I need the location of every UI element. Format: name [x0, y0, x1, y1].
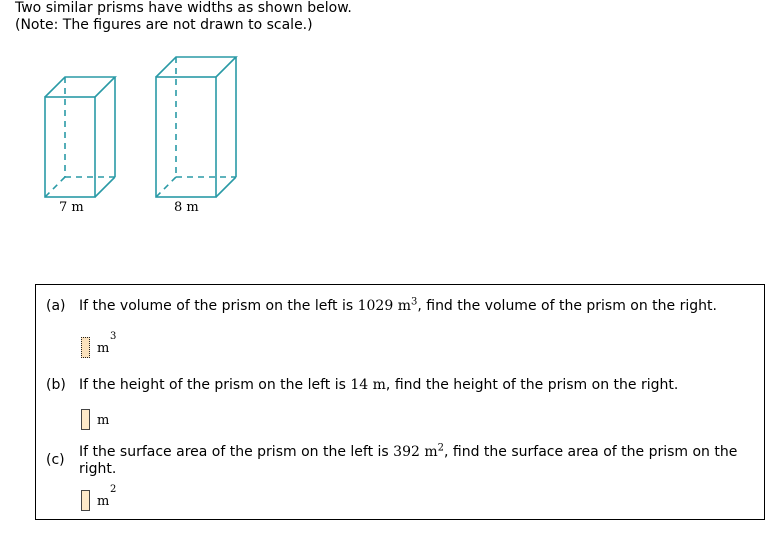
part-b-text-after: , find the height of the prism on the right. — [385, 377, 679, 393]
part-c-value: 392 m — [393, 444, 438, 460]
part-a-text-after: , find the volume of the prism on the right. — [417, 298, 717, 314]
intro-line-2: (Note: The figures are not drawn to scale.) — [15, 17, 313, 33]
part-c-label: (c) — [46, 452, 65, 468]
left-prism — [45, 77, 115, 197]
part-b-label: (b) — [46, 377, 66, 393]
part-c-question — [79, 444, 737, 478]
part-c-answer-input[interactable] — [81, 490, 90, 511]
prisms-drawing — [40, 52, 260, 222]
part-b-unit: m — [97, 413, 110, 428]
intro-line-1: Two similar prisms have widths as shown below. — [15, 0, 352, 16]
part-a-unit: m — [97, 341, 110, 356]
part-a-question — [79, 298, 717, 315]
left-width-label: 7 m — [59, 200, 84, 215]
part-a-answer-input[interactable] — [81, 337, 90, 358]
part-c-text: If the surface area of the prism on the left is — [79, 444, 394, 460]
part-a-value: 1029 m — [357, 298, 411, 314]
part-a-unit-exponent: 3 — [110, 331, 117, 342]
part-a-label: (a) — [46, 298, 66, 314]
part-c-exponent: 2 — [437, 442, 444, 454]
right-width-label: 8 m — [174, 200, 199, 215]
problem-intro — [15, 0, 352, 34]
part-b-answer-input[interactable] — [81, 409, 90, 430]
part-a-text: If the volume of the prism on the left is — [79, 298, 358, 314]
part-c-text-after: , find the surface area of the prism on the — [443, 444, 738, 460]
part-b-text: If the height of the prism on the left is — [79, 377, 351, 393]
right-prism — [156, 57, 236, 197]
part-b-question — [79, 377, 678, 394]
part-c-unit: m — [97, 494, 110, 509]
part-c-text-line2: right. — [79, 461, 117, 477]
part-c-unit-exponent: 2 — [110, 484, 117, 495]
part-a-exponent: 3 — [410, 296, 418, 308]
part-b-value: 14 m — [350, 377, 386, 393]
questions-box — [35, 284, 765, 520]
prisms-figure — [40, 52, 260, 226]
